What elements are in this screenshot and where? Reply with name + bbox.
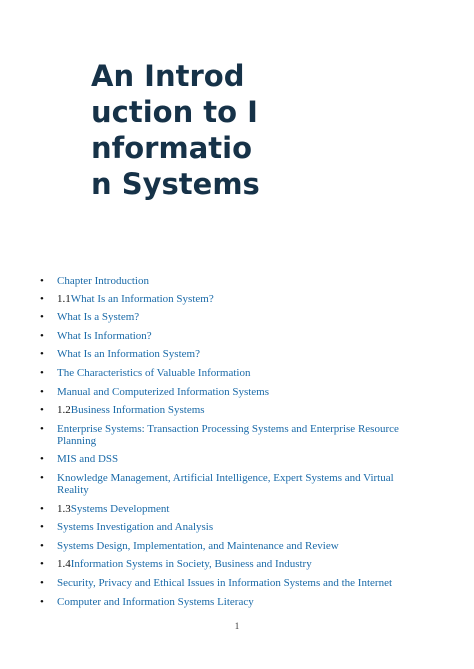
toc-link[interactable]: Information Systems in Society, Business and Industry (70, 558, 312, 570)
toc-link[interactable]: Business Information Systems (70, 404, 205, 416)
toc-link[interactable]: Security, Privacy and Ethical Issues in Information Systems and the Internet (57, 577, 393, 589)
toc-link[interactable]: What Is a System? (57, 311, 140, 323)
bullet-icon: • (40, 386, 44, 398)
bullet-icon: • (40, 472, 44, 484)
document-title: An Introduction to Information Systems (91, 59, 260, 201)
toc-link[interactable]: Systems Development (70, 503, 170, 515)
bullet-icon: • (40, 423, 44, 435)
bullet-icon: • (40, 577, 44, 589)
bullet-icon: • (40, 404, 44, 416)
page-number: 1 (234, 621, 240, 631)
toc-link[interactable]: Knowledge Management, Artificial Intelligence, Expert Systems and Virtual Reality (57, 472, 394, 496)
bullet-icon: • (40, 521, 44, 533)
toc-link[interactable]: What Is an Information System? (57, 348, 200, 360)
bullet-icon: • (40, 348, 44, 360)
section-number: 1.4 (57, 558, 71, 570)
toc-link[interactable]: Computer and Information Systems Literacy (57, 596, 254, 608)
section-number: 1.2 (57, 404, 71, 416)
section-number: 1.3 (57, 503, 71, 515)
toc-link[interactable]: Manual and Computerized Information Systems (57, 386, 270, 398)
bullet-icon: • (40, 558, 44, 570)
toc-link[interactable]: What Is an Information System? (70, 293, 214, 305)
toc-link[interactable]: Enterprise Systems: Transaction Processing Systems and Enterprise Resource Planning (57, 423, 399, 447)
toc-link[interactable]: Chapter Introduction (57, 275, 149, 287)
bullet-icon: • (40, 453, 44, 465)
bullet-icon: • (40, 275, 44, 287)
toc-link[interactable]: What Is Information? (57, 330, 152, 342)
toc-link[interactable]: MIS and DSS (57, 453, 119, 465)
section-number: 1.1 (57, 293, 71, 305)
bullet-icon: • (40, 330, 44, 342)
toc-link[interactable]: Systems Investigation and Analysis (57, 521, 214, 533)
toc-link[interactable]: Systems Design, Implementation, and Maintenance and Review (57, 540, 339, 552)
bullet-icon: • (40, 293, 44, 305)
toc-link[interactable]: The Characteristics of Valuable Information (57, 367, 251, 379)
bullet-icon: • (40, 503, 44, 515)
bullet-icon: • (40, 596, 44, 608)
bullet-icon: • (40, 540, 44, 552)
bullet-icon: • (40, 367, 44, 379)
bullet-icon: • (40, 311, 44, 323)
